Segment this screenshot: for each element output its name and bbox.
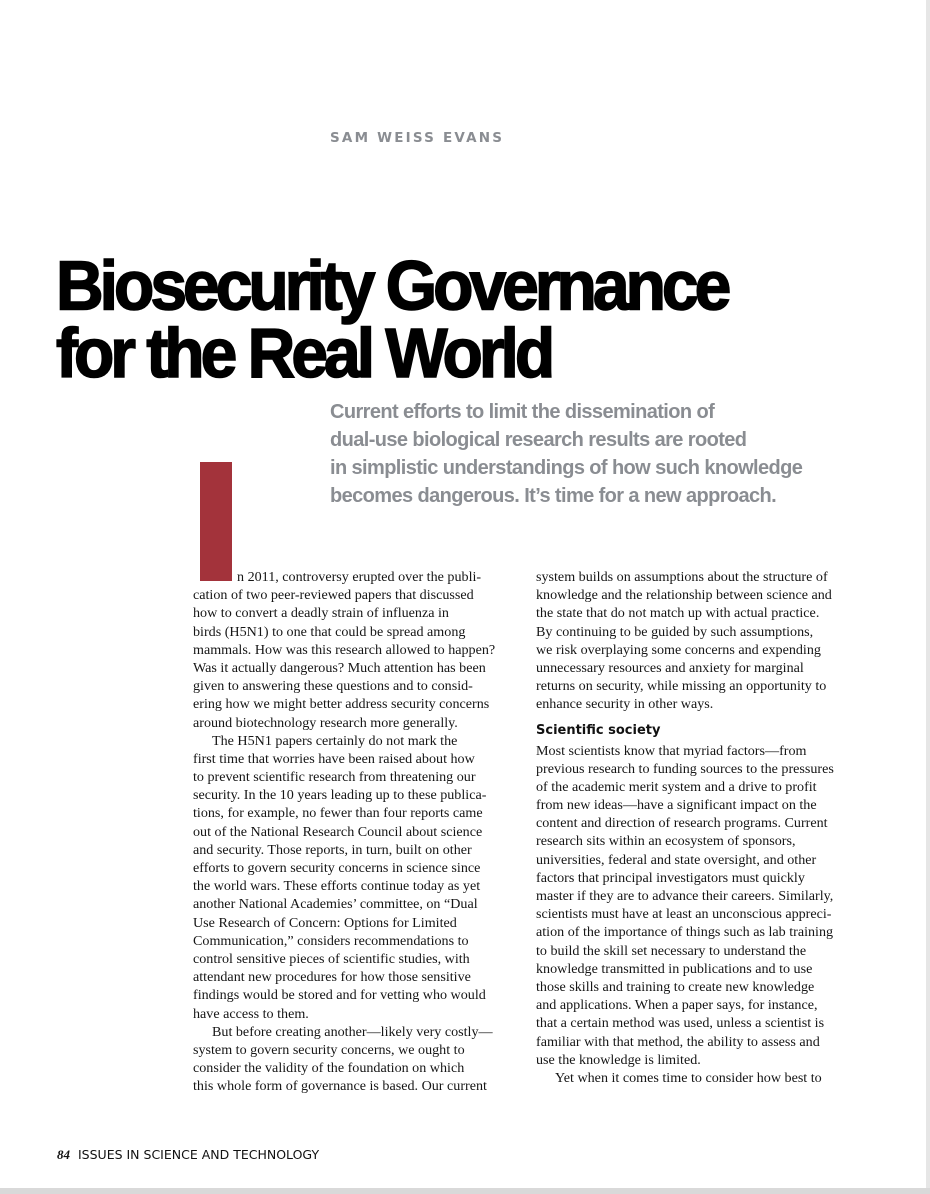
body-column-right <box>536 568 866 1087</box>
text-line: this whole form of governance is based. Our current <box>193 1078 487 1095</box>
deck-line: becomes dangerous. It’s time for a new approach. <box>330 485 777 507</box>
text-line: Most scientists know that myriad factors—from <box>536 742 807 759</box>
text-line: the state that do not match up with actual practice. <box>536 605 820 622</box>
text-line: that a certain method was used, unless a scientist is <box>536 1015 825 1032</box>
text-line: to prevent scientific research from threatening our <box>193 769 476 786</box>
text-line: But before creating another—likely very costly— <box>212 1023 493 1040</box>
text-line: returns on security, while missing an opportunity to <box>536 678 827 695</box>
text-line: tions, for example, no fewer than four reports came <box>193 805 483 822</box>
text-line: n 2011, controversy erupted over the publi- <box>237 569 482 585</box>
drop-cap-letter-i <box>200 462 232 581</box>
text-line: Communication,” considers recommendations to <box>193 932 469 949</box>
title-line: for the Real World <box>56 313 552 392</box>
page-right-edge <box>926 0 930 1194</box>
page-footer <box>57 1147 319 1163</box>
deck-line: Current efforts to limit the dissemination of <box>330 401 715 423</box>
text-line: cation of two peer-reviewed papers that discussed <box>193 587 474 604</box>
deck-line: dual-use biological research results are rooted <box>330 429 747 451</box>
text-line: birds (H5N1) to one that could be spread among <box>193 623 466 640</box>
text-line: system builds on assumptions about the structure of <box>536 569 828 585</box>
right-column-section <box>536 742 866 1088</box>
text-line: security. In the 10 years leading up to these publica- <box>193 787 487 804</box>
text-line: given to answering these questions and to consid- <box>193 678 473 695</box>
text-line: master if they are to advance their careers. Similarly, <box>536 888 834 904</box>
text-line: and security. Those reports, in turn, built on other <box>193 841 472 858</box>
text-line: we risk overplaying some concerns and expending <box>536 641 821 658</box>
text-line: By continuing to be guided by such assumptions, <box>536 623 814 640</box>
text-line: how to convert a deadly strain of influenza in <box>193 605 449 622</box>
text-line: from new ideas—have a significant impact on the <box>536 797 817 814</box>
right-column-intro <box>536 568 866 714</box>
article-title <box>56 246 728 392</box>
text-line: the world wars. These efforts continue today as yet <box>193 878 481 895</box>
text-line: factors that principal investigators must quickly <box>536 869 805 886</box>
page-bottom-edge <box>0 1188 930 1194</box>
text-line: around biotechnology research more generally. <box>193 714 458 731</box>
text-line: first time that worries have been raised about how <box>193 750 475 767</box>
text-line: content and direction of research programs. Current <box>536 815 828 832</box>
text-line: of the academic merit system and a drive to profit <box>536 778 817 795</box>
text-line: mammals. How was this research allowed to happen? <box>193 641 496 658</box>
text-line: research sits within an ecosystem of sponsors, <box>536 833 796 850</box>
text-line: attendant new procedures for how those sensitive <box>193 969 471 986</box>
text-line: another National Academies’ committee, on “Dual <box>193 896 478 913</box>
text-line: system to govern security concerns, we ought to <box>193 1041 465 1058</box>
text-line: efforts to govern security concerns in science since <box>193 860 481 876</box>
text-line: ering how we might better address security concerns <box>193 696 490 713</box>
body-column-left <box>193 568 523 1095</box>
text-line: control sensitive pieces of scientific studies, with <box>193 950 470 967</box>
text-line: findings would be stored and for vetting who would <box>193 987 486 1004</box>
text-line: unnecessary resources and anxiety for marginal <box>536 659 804 676</box>
text-line: and applications. When a paper says, for instance, <box>536 997 818 1014</box>
text-line: The H5N1 papers certainly do not mark the <box>212 732 458 749</box>
deck-line: in simplistic understandings of how such knowledge <box>330 457 803 479</box>
title-line: Biosecurity Governance <box>56 246 728 325</box>
publication-name: ISSUES IN SCIENCE AND TECHNOLOGY <box>77 1147 320 1162</box>
text-line: knowledge transmitted in publications and to use <box>536 960 813 977</box>
text-line: enhance security in other ways. <box>536 696 714 713</box>
text-line: have access to them. <box>193 1005 309 1022</box>
article-deck <box>330 398 803 510</box>
text-line: those skills and training to create new knowledge <box>536 978 815 995</box>
text-line: out of the National Research Council about science <box>193 823 483 840</box>
text-line: Was it actually dangerous? Much attention has been <box>193 659 486 676</box>
text-line: familiar with that method, the ability to assess and <box>536 1033 820 1050</box>
page-number: 84 <box>57 1147 70 1162</box>
text-line: previous research to funding sources to the pressures <box>536 760 834 777</box>
text-line: to build the skill set necessary to understand the <box>536 942 807 959</box>
author-byline: SAM WEISS EVANS <box>330 130 505 146</box>
text-line: universities, federal and state oversight, and other <box>536 851 817 868</box>
text-line: scientists must have at least an unconscious appreci- <box>536 906 832 923</box>
text-line: Yet when it comes time to consider how best to <box>555 1069 822 1086</box>
text-line: consider the validity of the foundation on which <box>193 1060 465 1077</box>
text-line: knowledge and the relationship between science and <box>536 587 832 604</box>
text-line: Use Research of Concern: Options for Limited <box>193 914 457 931</box>
section-subhead: Scientific society <box>536 722 661 738</box>
text-line: use the knowledge is limited. <box>536 1051 701 1068</box>
text-line: ation of the importance of things such as lab training <box>536 924 834 941</box>
